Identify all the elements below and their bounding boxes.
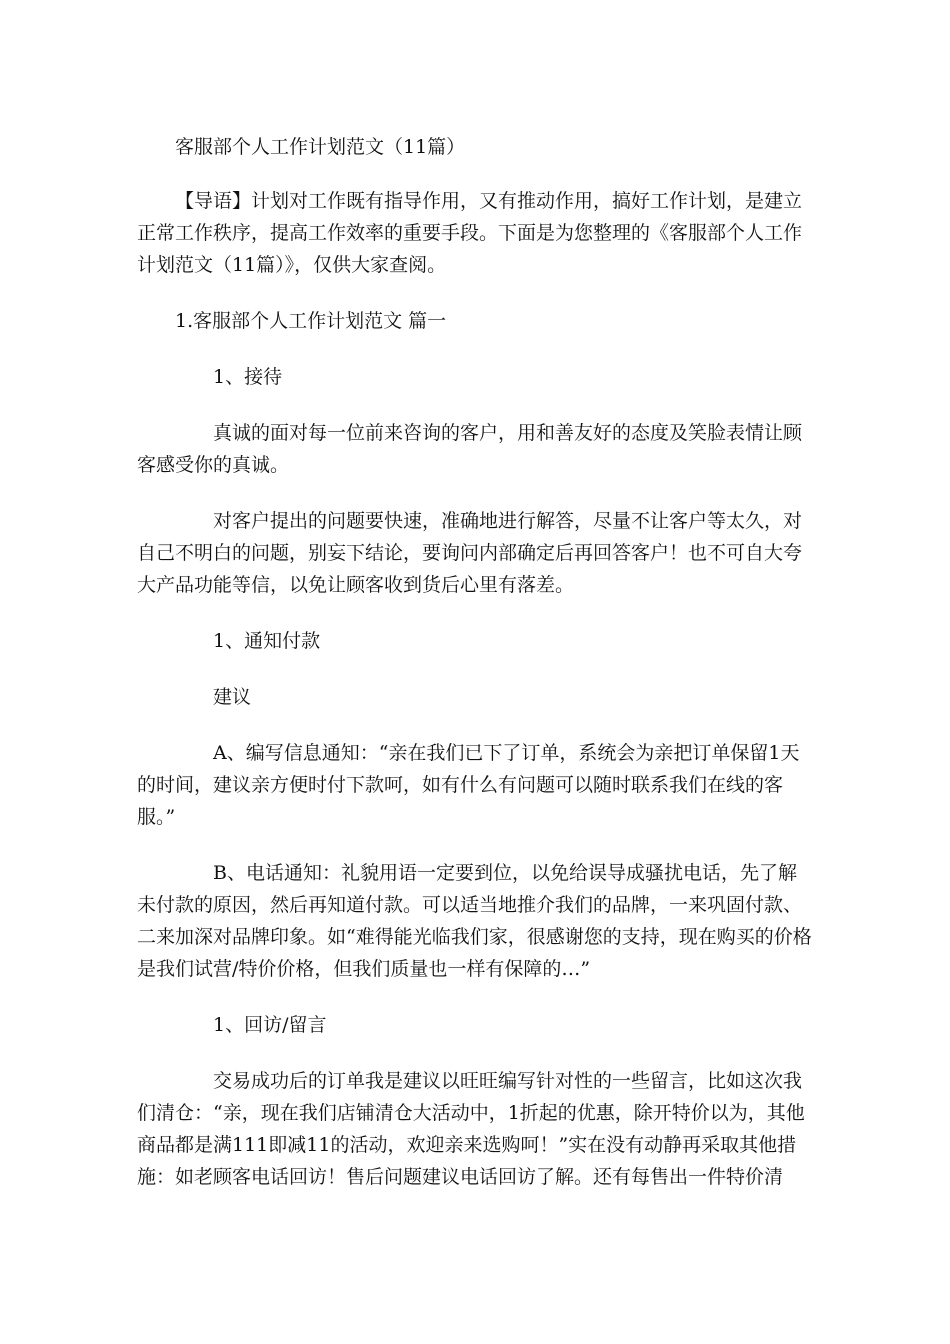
paragraph-phone-notice: B、电话通知：礼貌用语一定要到位，以免给误导成骚扰电话，先了解未付款的原因，然后再知道付款。可以适当地推介我们的品牌，一来巩固付款、二来加深对品牌印象。如“难得能光临我们家，很感谢您的支持，现在购买的价格是我们试营/特价价格，但我们质量也一样有保障的…” <box>137 862 812 980</box>
paragraph-message-notice: A、编写信息通知：“亲在我们已下了订单，系统会为亲把订单保留1天的时间，建议亲方便时付下款呵，如有什么有问题可以随时联系我们在线的客服。” <box>137 742 800 828</box>
paragraph-sincerity: 真诚的面对每一位前来咨询的客户，用和善友好的态度及笑脸表情让顾客感受你的真诚。 <box>137 422 803 476</box>
sub-heading-suggestion: 建议 <box>213 686 252 708</box>
sub-heading-payment-notice: 1、通知付款 <box>213 630 321 652</box>
paragraph-answering: 对客户提出的问题要快速，准确地进行解答，尽量不让客户等太久，对自己不明白的问题，别妄下结论，要询问内部确定后再回答客户！也不可自大夸大产品功能等信，以免让顾客收到货后心里有落差。 <box>137 510 803 596</box>
document-body <box>137 131 813 1193</box>
document-title: 客服部个人工作计划范文（11篇） <box>175 136 466 158</box>
paragraph-follow-up: 交易成功后的订单我是建议以旺旺编写针对性的一些留言，比如这次我们清仓：“亲，现在我们店铺清仓大活动中，1折起的优惠，除开特价以为，其他商品都是满111即减11的活动，欢迎亲来选购呵！”实在没有动静再采取其他措施：如老顾客电话回访！售后问题建议电话回访了解。还有每售出一件特价清 <box>137 1070 805 1188</box>
sub-heading-follow-up: 1、回访/留言 <box>213 1014 327 1036</box>
intro-paragraph: 【导语】计划对工作既有指导作用，又有推动作用，搞好工作计划，是建立正常工作秩序，提高工作效率的重要手段。下面是为您整理的《客服部个人工作计划范文（11篇）》，仅供大家查阅。 <box>137 190 803 276</box>
section-heading: 1.客服部个人工作计划范文 篇一 <box>175 310 447 332</box>
sub-heading-reception: 1、接待 <box>213 366 283 388</box>
